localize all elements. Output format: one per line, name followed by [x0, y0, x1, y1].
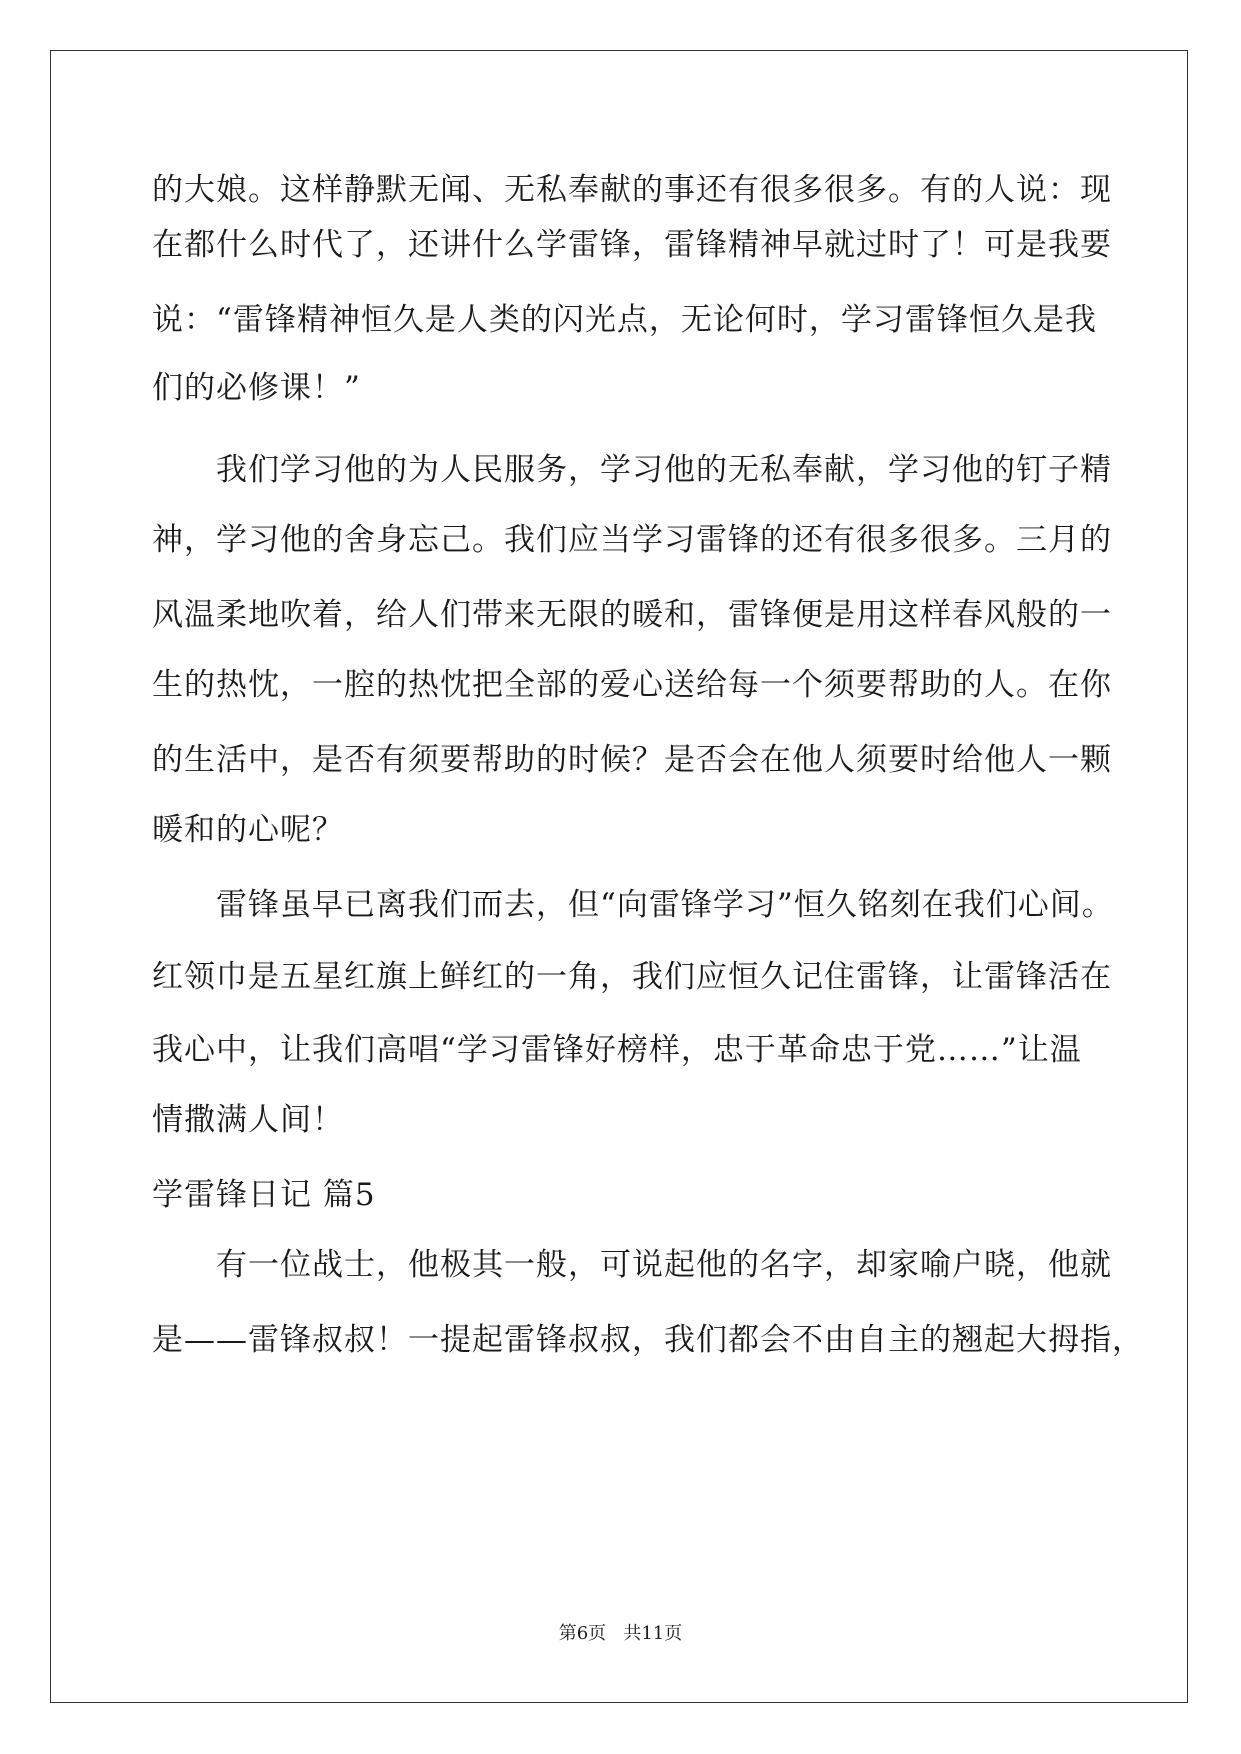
paragraph-line: 我们学习他的为人民服务，学习他的无私奉献，学习他的钉子精 — [152, 452, 1112, 488]
paragraph-line: 的生活中，是否有须要帮助的时候？是否会在他人须要时给他人一颗 — [152, 742, 1112, 778]
paragraph-line: 红领巾是五星红旗上鲜红的一角，我们应恒久记住雷锋，让雷锋活在 — [152, 959, 1112, 995]
section-heading: 学雷锋日记 篇5 — [152, 1177, 376, 1213]
paragraph-line: 雷锋虽早已离我们而去，但“向雷锋学习”恒久铭刻在我们心间。 — [152, 887, 1114, 923]
paragraph-line: 生的热忱，一腔的热忱把全部的爱心送给每一个须要帮助的人。在你 — [152, 667, 1112, 703]
paragraph-line: 在都什么时代了，还讲什么学雷锋，雷锋精神早就过时了！可是我要 — [152, 227, 1112, 263]
paragraph-line: 情撒满人间！ — [152, 1102, 344, 1138]
paragraph-line: 有一位战士，他极其一般，可说起他的名字，却家喻户晓，他就 — [152, 1247, 1112, 1283]
page-number-footer: 第6页 共11页 — [558, 1623, 683, 1644]
page-border — [50, 50, 1188, 1703]
paragraph-line: 暖和的心呢？ — [152, 812, 344, 848]
paragraph-line: 神，学习他的舍身忘己。我们应当学习雷锋的还有很多很多。三月的 — [152, 522, 1112, 558]
paragraph-line: 我心中，让我们高唱“学习雷锋好榜样，忠于革命忠于党……”让温 — [152, 1032, 1082, 1068]
paragraph-line: 是——雷锋叔叔！一提起雷锋叔叔，我们都会不由自主的翘起大拇指， — [152, 1322, 1144, 1358]
paragraph-line: 说：“雷锋精神恒久是人类的闪光点，无论何时，学习雷锋恒久是我 — [152, 302, 1097, 338]
paragraph-line: 的大娘。这样静默无闻、无私奉献的事还有很多很多。有的人说：现 — [152, 172, 1112, 208]
paragraph-line: 风温柔地吹着，给人们带来无限的暖和，雷锋便是用这样春风般的一 — [152, 597, 1112, 633]
paragraph-line: 们的必修课！” — [152, 370, 361, 406]
